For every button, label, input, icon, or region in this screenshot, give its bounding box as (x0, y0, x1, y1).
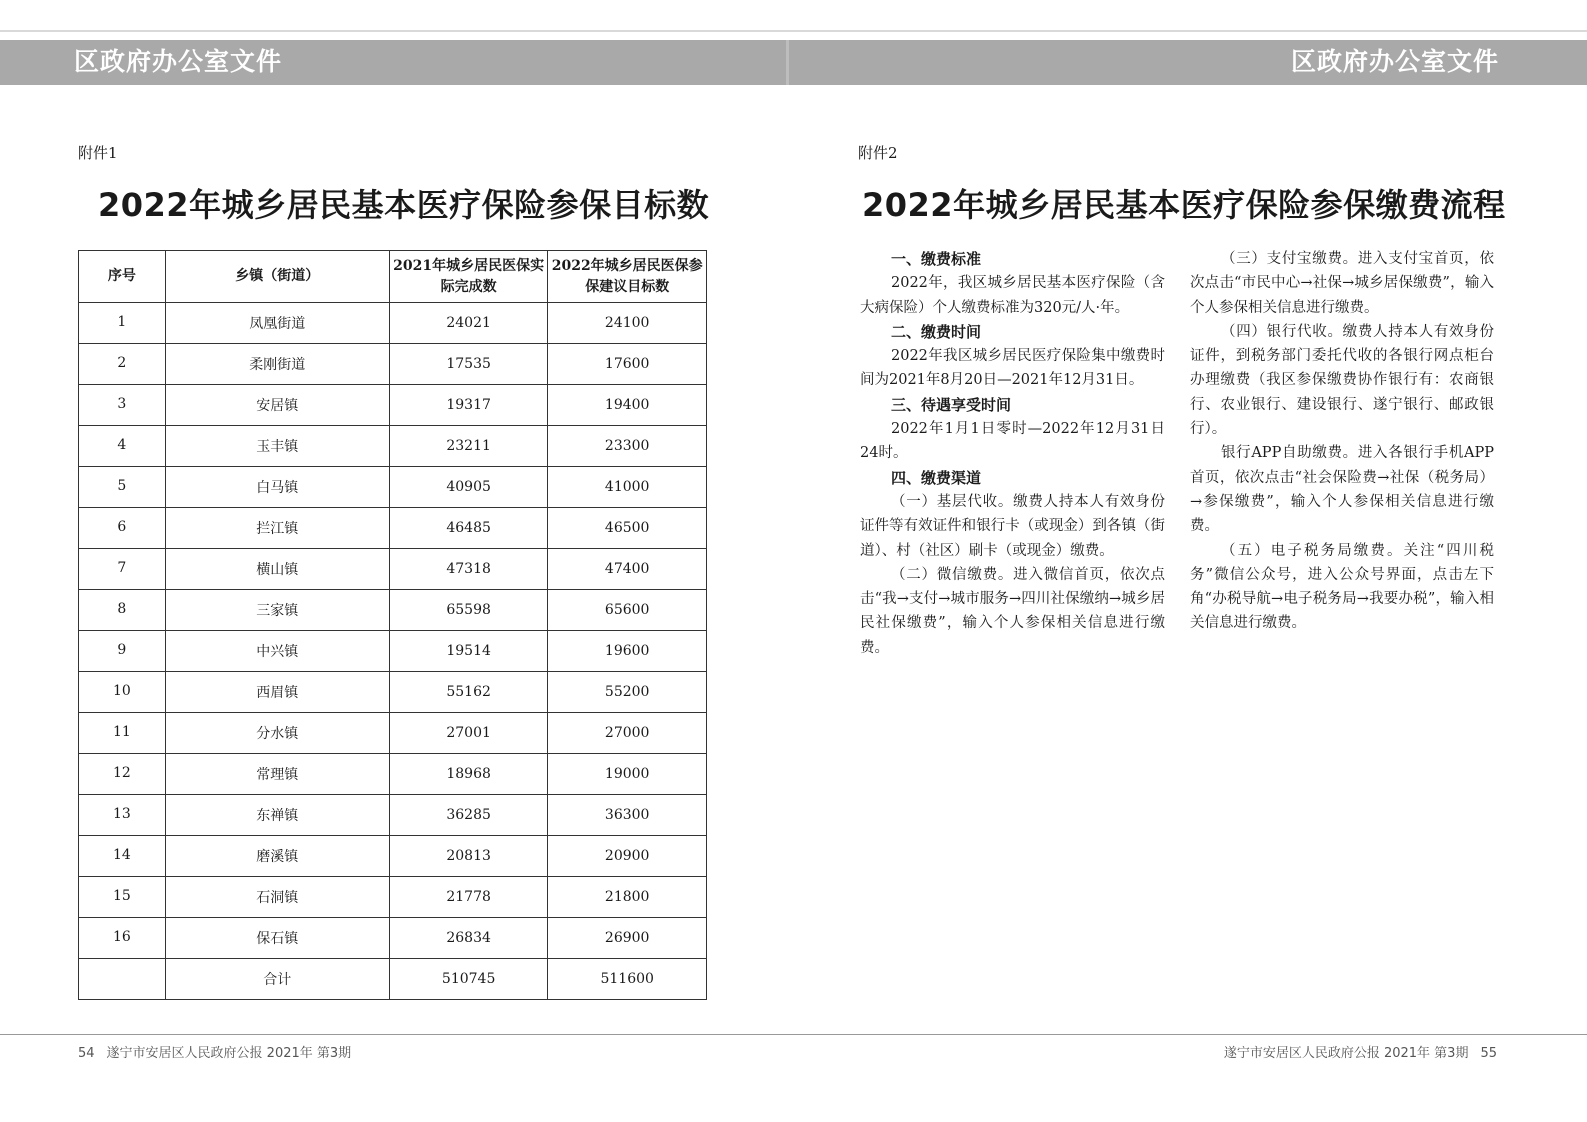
cell-seq: 14 (79, 836, 166, 877)
footer-right (1224, 1042, 1497, 1061)
attachment-label-2: 附件2 (858, 144, 898, 162)
cell-seq: 5 (79, 467, 166, 508)
cell-2021: 19514 (389, 631, 548, 672)
footer-left-text: 遂宁市安居区人民政府公报 2021年 第3期 (106, 1046, 352, 1061)
table-row (79, 795, 707, 836)
channel-paragraph-3: （三）支付宝缴费。进入支付宝首页，依次点击“市民中心→社保→城乡居保缴费”，输入个人参保相关信息进行缴费。 (1190, 251, 1494, 316)
cell-town: 中兴镇 (165, 631, 389, 672)
cell-town: 东禅镇 (165, 795, 389, 836)
cell-2022: 27000 (548, 713, 707, 754)
channel-paragraph-1: （一）基层代收。缴费人持本人有效身份证件等有效证件和银行卡（或现金）到各镇（街道）、村（社区）刷卡（或现金）缴费。 (860, 493, 1165, 559)
top-rule (0, 30, 1587, 32)
cell-town: 横山镇 (165, 549, 389, 590)
table-row (79, 344, 707, 385)
col-header-2021: 2021年城乡居民医保实际完成数 (389, 251, 548, 303)
cell-seq: 4 (79, 426, 166, 467)
section-heading-3: 三、待遇享受时间 (891, 395, 1012, 414)
channel-paragraph-5: （五）电子税务局缴费。关注“四川税务”微信公众号，进入公众号界面，点击左下角“办税导航→电子税务局→我要办税”，输入相关信息进行缴费。 (1190, 542, 1494, 632)
cell-2022: 511600 (548, 959, 707, 1000)
table-row (79, 467, 707, 508)
table-row (79, 918, 707, 959)
section-body-3: 2022年1月1日零时—2022年12月31日24时。 (860, 421, 1165, 462)
cell-seq: 9 (79, 631, 166, 672)
cell-seq: 1 (79, 303, 166, 344)
cell-2022: 19600 (548, 631, 707, 672)
cell-town: 三家镇 (165, 590, 389, 631)
cell-2021: 510745 (389, 959, 548, 1000)
cell-2022: 65600 (548, 590, 707, 631)
section-body-2: 2022年我区城乡居民医疗保险集中缴费时间为2021年8月20日—2021年12月31日。 (860, 348, 1165, 389)
cell-seq: 2 (79, 344, 166, 385)
cell-town: 拦江镇 (165, 508, 389, 549)
cell-town: 柔刚街道 (165, 344, 389, 385)
cell-2021: 46485 (389, 508, 548, 549)
footer-rule (0, 1034, 1587, 1035)
page-number-right: 55 (1480, 1046, 1497, 1061)
cell-town: 磨溪镇 (165, 836, 389, 877)
cell-2022: 19400 (548, 385, 707, 426)
header-band (0, 40, 1587, 85)
target-table (78, 250, 707, 1000)
cell-seq: 11 (79, 713, 166, 754)
channel-paragraph-2: （二）微信缴费。进入微信首页，依次点击“我→支付→城市服务→四川社保缴纳→城乡居民社保缴费”，输入个人参保相关信息进行缴费。 (860, 566, 1165, 656)
col-header-town: 乡镇（街道） (165, 251, 389, 303)
cell-town: 分水镇 (165, 713, 389, 754)
cell-2022: 21800 (548, 877, 707, 918)
table-row (79, 590, 707, 631)
cell-town: 西眉镇 (165, 672, 389, 713)
cell-seq: 3 (79, 385, 166, 426)
cell-2022: 41000 (548, 467, 707, 508)
footer-left (78, 1042, 351, 1061)
cell-2021: 24021 (389, 303, 548, 344)
table-row (79, 672, 707, 713)
cell-town: 保石镇 (165, 918, 389, 959)
cell-seq: 10 (79, 672, 166, 713)
table-row (79, 549, 707, 590)
table-row (79, 754, 707, 795)
header-title-right: 区政府办公室文件 (1290, 47, 1499, 76)
cell-2021: 65598 (389, 590, 548, 631)
cell-2021: 36285 (389, 795, 548, 836)
cell-2022: 55200 (548, 672, 707, 713)
channel-paragraph-4: （四）银行代收。缴费人持本人有效身份证件，到税务部门委托代收的各银行网点柜台办理缴费（我区参保缴费协作银行有：农商银行、农业银行、建设银行、遂宁银行、邮政银行）。 (1190, 323, 1494, 438)
cell-2021: 20813 (389, 836, 548, 877)
table-row (79, 713, 707, 754)
section-heading-2: 二、缴费时间 (891, 322, 982, 341)
channel-paragraph-4b: 银行APP自助缴费。进入各银行手机APP首页，依次点击“社会保险费→社保（税务局）→参保缴费”，输入个人参保相关信息进行缴费。 (1190, 445, 1494, 535)
left-page-title: 2022年城乡居民基本医疗保险参保目标数 (98, 186, 710, 224)
cell-2022: 20900 (548, 836, 707, 877)
cell-2022: 47400 (548, 549, 707, 590)
cell-town: 玉丰镇 (165, 426, 389, 467)
col-header-2022: 2022年城乡居民医保参保建议目标数 (548, 251, 707, 303)
text-column-2 (1190, 247, 1494, 636)
page-number-left: 54 (78, 1046, 95, 1061)
table-header-row (79, 251, 707, 303)
footer-right-text: 遂宁市安居区人民政府公报 2021年 第3期 (1223, 1046, 1469, 1061)
cell-2021: 17535 (389, 344, 548, 385)
cell-2021: 40905 (389, 467, 548, 508)
table-row (79, 508, 707, 549)
table-row (79, 631, 707, 672)
section-heading-1: 一、缴费标准 (891, 250, 982, 268)
cell-town: 白马镇 (165, 467, 389, 508)
table-total-row (79, 959, 707, 1000)
cell-town: 合计 (165, 959, 389, 1000)
cell-seq: 13 (79, 795, 166, 836)
cell-town: 常理镇 (165, 754, 389, 795)
cell-2022: 26900 (548, 918, 707, 959)
cell-2021: 47318 (389, 549, 548, 590)
cell-town: 石洞镇 (165, 877, 389, 918)
cell-2022: 17600 (548, 344, 707, 385)
cell-seq: 16 (79, 918, 166, 959)
table-row (79, 426, 707, 467)
text-column-1 (860, 247, 1165, 660)
cell-seq: 8 (79, 590, 166, 631)
cell-2022: 19000 (548, 754, 707, 795)
cell-seq: 6 (79, 508, 166, 549)
cell-town: 凤凰街道 (165, 303, 389, 344)
cell-seq: 12 (79, 754, 166, 795)
cell-2021: 55162 (389, 672, 548, 713)
cell-2022: 36300 (548, 795, 707, 836)
right-page-title: 2022年城乡居民基本医疗保险参保缴费流程 (862, 186, 1506, 224)
cell-seq: 15 (79, 877, 166, 918)
cell-2021: 18968 (389, 754, 548, 795)
cell-2021: 26834 (389, 918, 548, 959)
cell-2021: 23211 (389, 426, 548, 467)
table-row (79, 836, 707, 877)
table-row (79, 303, 707, 344)
cell-2021: 19317 (389, 385, 548, 426)
header-title-left: 区政府办公室文件 (74, 47, 283, 76)
section-heading-4: 四、缴费渠道 (891, 468, 982, 487)
cell-seq (79, 959, 166, 1000)
table-row (79, 877, 707, 918)
col-header-seq: 序号 (79, 251, 166, 303)
cell-2022: 46500 (548, 508, 707, 549)
cell-2022: 24100 (548, 303, 707, 344)
section-body-1: 2022年，我区城乡居民基本医疗保险（含大病保险）个人缴费标准为320元/人·年。 (860, 275, 1165, 316)
table-row (79, 385, 707, 426)
cell-2022: 23300 (548, 426, 707, 467)
cell-seq: 7 (79, 549, 166, 590)
cell-town: 安居镇 (165, 385, 389, 426)
attachment-label-1: 附件1 (78, 144, 118, 162)
cell-2021: 21778 (389, 877, 548, 918)
cell-2021: 27001 (389, 713, 548, 754)
page-gutter (786, 40, 789, 85)
